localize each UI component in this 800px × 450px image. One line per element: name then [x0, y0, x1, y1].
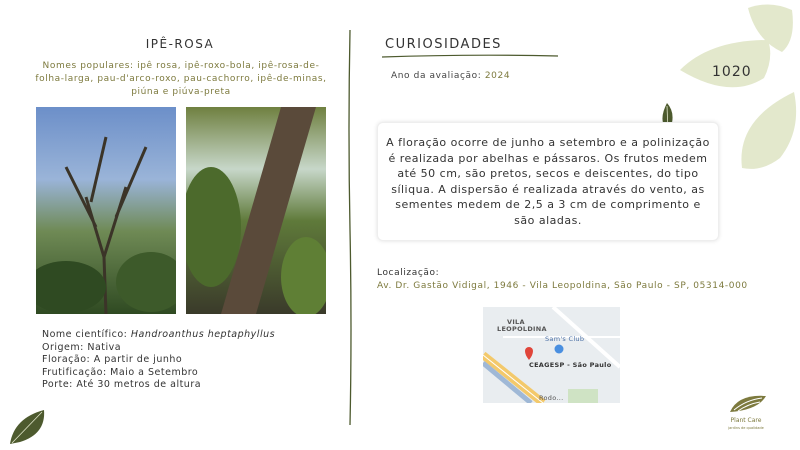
map-area-label: LEOPOLDINA — [497, 325, 547, 333]
location-map[interactable] — [483, 307, 620, 403]
scientific-name-label: Nome científico: — [42, 329, 131, 340]
size-line: Porte: Até 30 metros de altura — [42, 379, 202, 390]
tree-code: 1020 — [712, 64, 752, 80]
tree-photo-trunk — [186, 107, 326, 314]
fruiting-line: Frutificação: Maio a Setembro — [42, 366, 199, 378]
evaluation-year — [391, 71, 510, 81]
location-pin-icon — [525, 347, 533, 360]
curiosities-title: CURIOSIDADES — [385, 37, 502, 52]
species-details — [42, 329, 275, 392]
title-underline — [382, 53, 558, 59]
origin-line: Origem: Nativa — [42, 341, 122, 353]
popular-names: Nomes populares: ipê rosa, ipê-roxo-bola, ipê-rosa-de-folha-larga, pau-d'arco-roxo, pau-cachorro, ipê-de-minas, piúna e piúva-preta — [35, 61, 327, 97]
location-label: Localização: — [377, 268, 440, 278]
evaluation-year-value: 2024 — [484, 71, 511, 81]
map-street-label: Rodo... — [539, 394, 564, 402]
leaf-icon — [8, 408, 48, 446]
curiosities-text: A floração ocorre de junho a setembro e a polinização é realizada por abelhas e pássaros. Os frutos medem até 50 cm, são pretos, secos e deiscentes, do tipo síliqua. A dispersão é realizada através do vento, as sementes medem de 2,5 a 3 cm de comprimento e são aladas. — [386, 136, 710, 227]
brand-logo-icon — [728, 392, 768, 414]
brand-tagline: jardins de qualidade — [728, 426, 764, 430]
species-title: IPÊ-ROSA — [145, 37, 215, 51]
brand-name: Plant Care — [730, 417, 762, 424]
tree-photo-canopy — [36, 107, 176, 314]
flowering-line: Floração: A partir de junho — [42, 354, 183, 365]
scientific-name: Handroanthus heptaphyllus — [130, 329, 276, 340]
evaluation-year-label: Ano da avaliação: — [391, 71, 485, 81]
map-area-label: VILA — [507, 318, 525, 326]
location-address: Av. Dr. Gastão Vidigal, 1946 - Vila Leopoldina, São Paulo - SP, 05314-000 — [377, 281, 748, 291]
map-poi-label: CEAGESP - São Paulo — [529, 361, 612, 369]
vertical-divider — [347, 30, 353, 425]
scientific-name-line — [42, 329, 275, 342]
leaf-shape — [741, 92, 796, 169]
map-poi-label: Sam's Club — [545, 335, 585, 343]
